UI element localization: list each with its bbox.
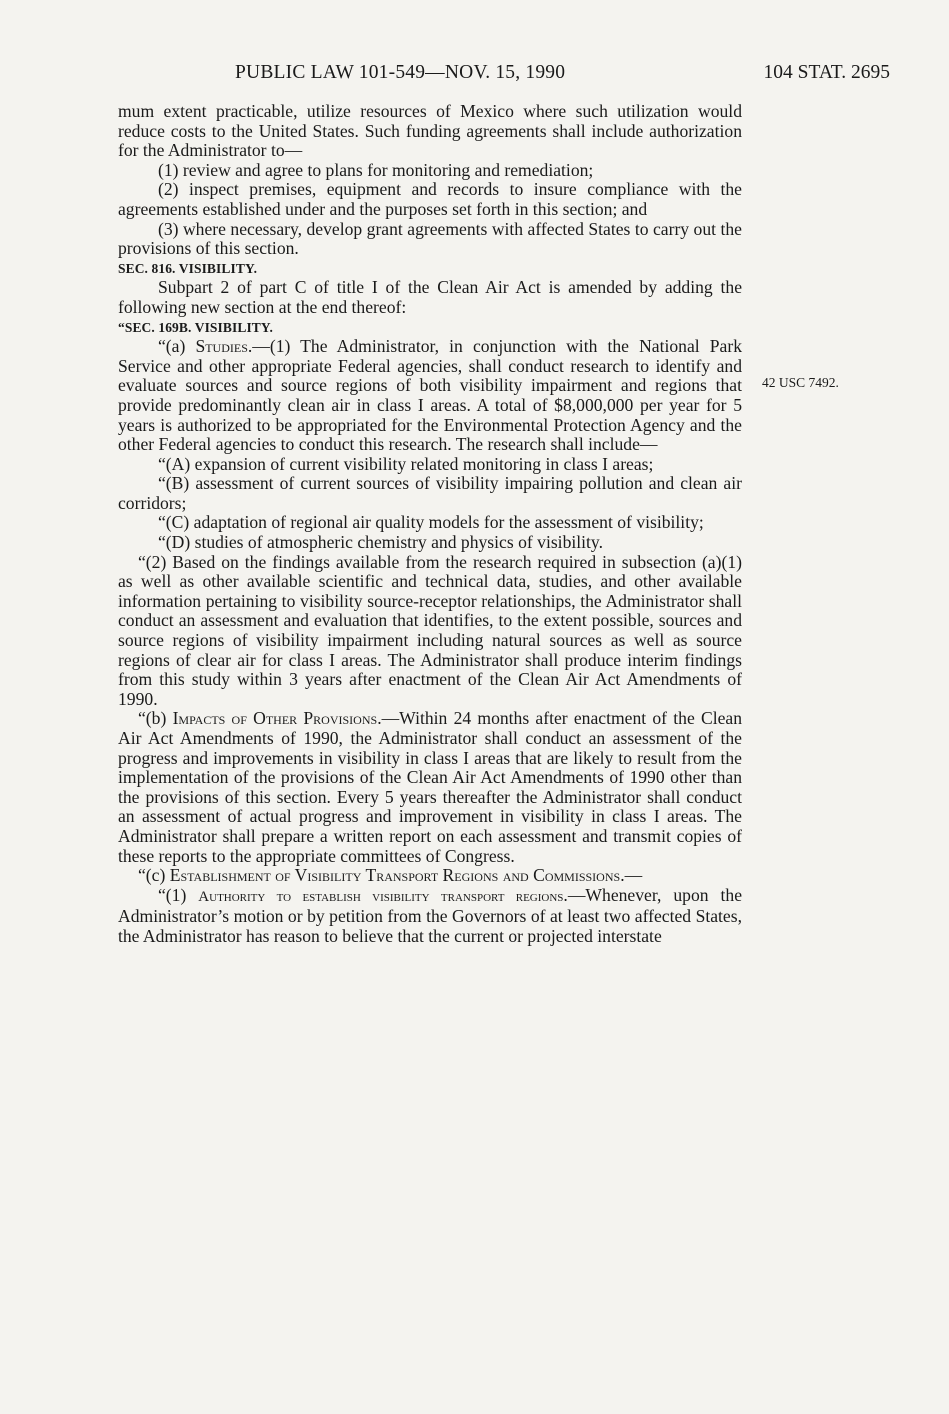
subsection-text: .—(1) The Administrator, in conjunction with the National Park Service and other appropriate Federal agencies, shall conduct research to identify and evaluate sources and source regions of both visibility impairment and regions that provide predominantly clean air in class I areas. A total of $8,000,000 per year for 5 years is authorized to be appropriated for the Environmental Protection Agency and the other Federal agencies to conduct this research. The research shall include— xyxy=(118,336,742,455)
paragraph: Subpart 2 of part C of title I of the Clean Air Act is amended by adding the following new section at the end thereof: xyxy=(118,277,742,317)
clause: “(B) assessment of current sources of visibility impairing pollution and clean air corridors; xyxy=(118,473,742,513)
subsection-marker: “(a) xyxy=(158,336,196,357)
paragraph-marker: “(1) xyxy=(158,884,199,905)
paragraph-heading: Authority to establish visibility transport regions xyxy=(198,888,564,905)
subsection-a xyxy=(118,337,742,455)
document-body xyxy=(118,102,742,947)
paragraph: “(2) Based on the findings available from the research required in subsection (a)(1) as well as other available scientific and technical data, studies, and other available information pertaining to visibility source-receptor relationships, the Administrator shall conduct an assessment and evaluation that identifies, to the extent possible, sources and source regions of visibility impairment including natural sources as well as source regions of clear air for class I areas. The Administrator shall produce interim findings from this study within 3 years after enactment of the Clean Air Act Amendments of 1990. xyxy=(118,551,742,709)
subsection-marker: “(c) xyxy=(138,865,170,886)
subsection-dash: .— xyxy=(620,865,643,886)
paragraph-text: .—Whenever, upon the Administrator’s motion or by petition from the Governors of at least two affected States, the Administrator has reason to believe that the current or projected interstate xyxy=(118,884,743,946)
clause: “(C) adaptation of regional air quality models for the assessment of visibility; xyxy=(158,512,704,533)
list-item: (1) review and agree to plans for monitoring and remediation; xyxy=(158,159,594,180)
subsection-heading: Studies xyxy=(195,336,248,357)
clause: “(D) studies of atmospheric chemistry and physics of visibility. xyxy=(158,532,603,553)
subsection-heading: Impacts of Other Provisions xyxy=(172,708,378,729)
paragraph-c1 xyxy=(118,886,742,947)
section-heading: SEC. 816. VISIBILITY. xyxy=(118,260,258,276)
subsection-heading: Establishment of Visibility Transport Regions and Commissions xyxy=(169,865,621,886)
margin-citation: 42 USC 7492. xyxy=(762,375,839,390)
list-item: (2) inspect premises, equipment and records to insure compliance with the agreements established under and the purposes set forth in this section; and xyxy=(118,179,742,219)
list-item: (3) where necessary, develop grant agreements with affected States to carry out the provisions of this section. xyxy=(118,218,742,259)
statute-page-number: 104 STAT. 2695 xyxy=(763,62,890,83)
running-title: PUBLIC LAW 101-549—NOV. 15, 1990 xyxy=(235,62,566,83)
subsection-text: .—Within 24 months after enactment of the Clean Air Act Amendments of 1990, the Administrator shall conduct an assessment of the progress and improvements in visibility in class I areas that are likely to result from the implementation of the provisions of the Clean Air Act Amendments of 1990 other than the provisions of this section. Every 5 years thereafter the Administrator shall conduct an assessment of actual progress and improvement in visibility in class I areas. The Administrator shall prepare a written report on each assessment and transmit copies of these reports to the appropriate committees of Congress. xyxy=(118,708,743,866)
section-heading: “SEC. 169B. VISIBILITY. xyxy=(118,319,273,335)
paragraph: mum extent practicable, utilize resources of Mexico where such utilization would reduce costs to the United States. Such funding agreements shall include authorization for the Administrator to— xyxy=(118,101,742,161)
page-header xyxy=(118,62,890,88)
subsection-c xyxy=(118,866,742,886)
clause: “(A) expansion of current visibility related monitoring in class I areas; xyxy=(158,453,654,474)
subsection-b xyxy=(118,709,742,866)
subsection-marker: “(b) xyxy=(138,708,173,729)
